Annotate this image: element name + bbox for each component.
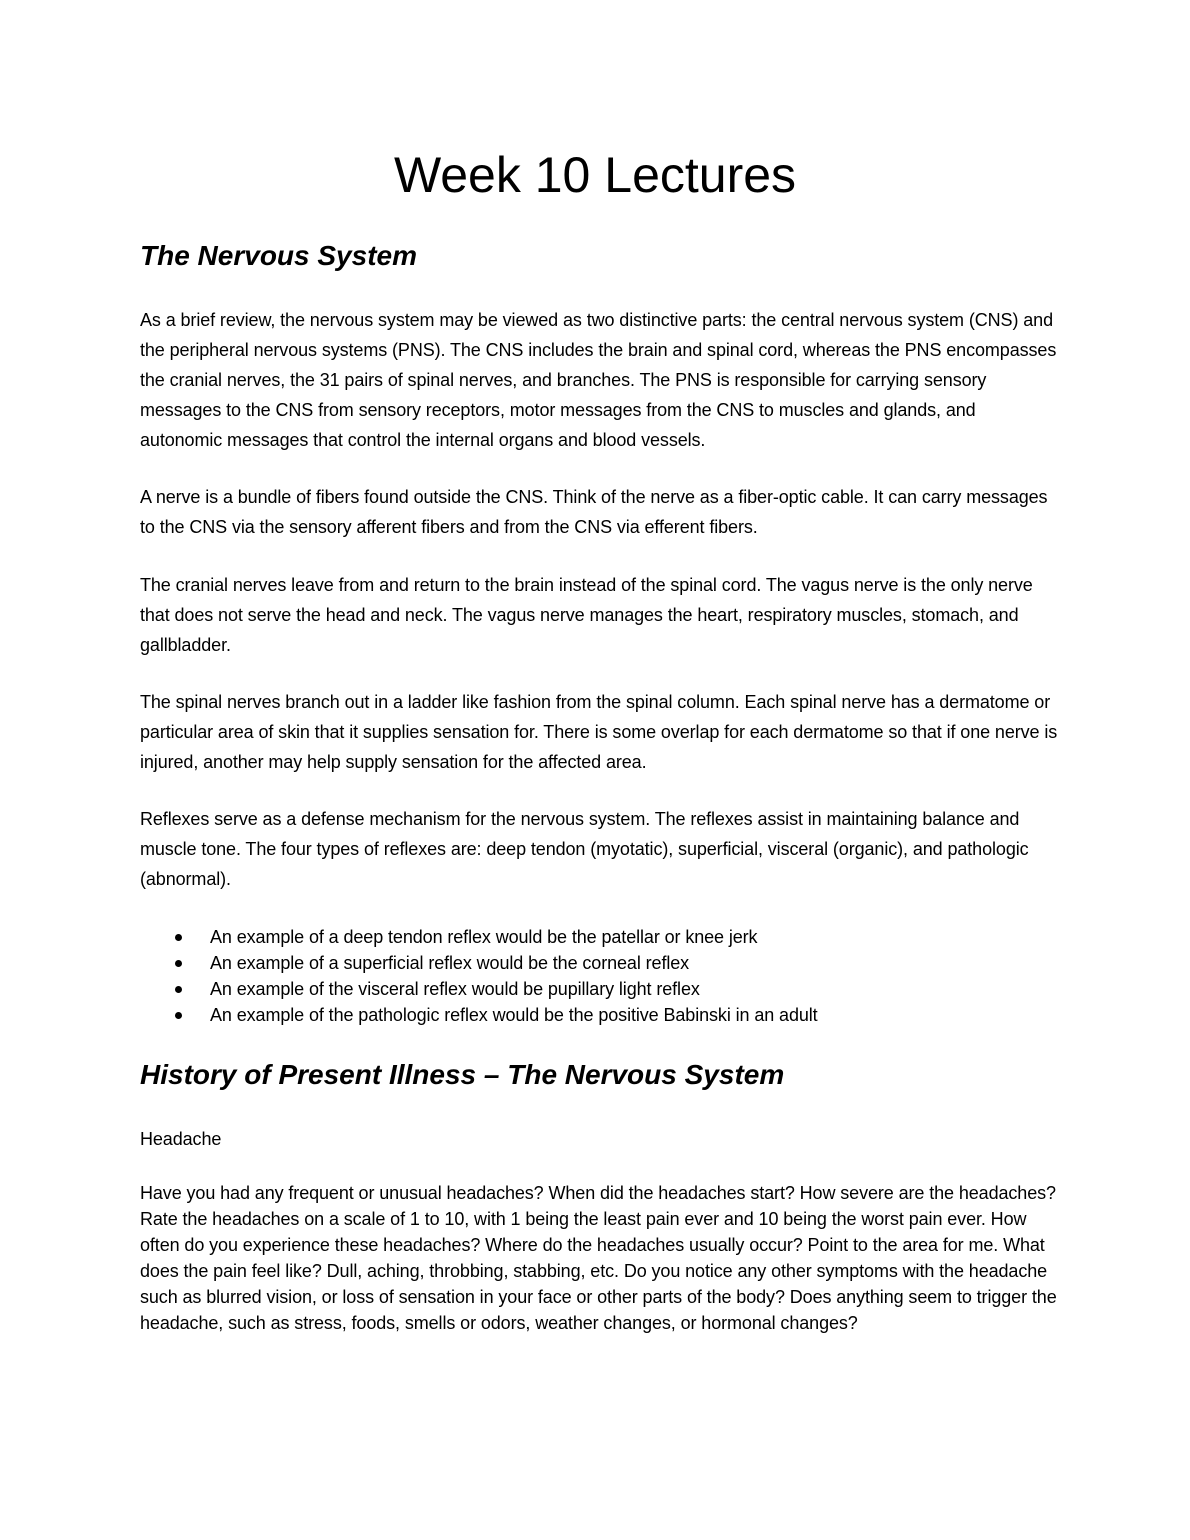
- list-item: [140, 924, 1060, 950]
- paragraph-nerve-definition: A nerve is a bundle of fibers found outside the CNS. Think of the nerve as a fiber-optic cable. It can carry messages to the CNS via the sensory afferent fibers and from the CNS via efferent fibers.: [140, 487, 1048, 537]
- paragraph-nervous-system-review: As a brief review, the nervous system may be viewed as two distinctive parts: the central nervous system (CNS) and the peripheral nervous systems (PNS). The CNS includes the brain and spinal cord, whereas the PNS encompasses the cranial nerves, the 31 pairs of spinal nerves, and branches. The PNS is responsible for carrying sensory messages to the CNS from sensory receptors, motor messages from the CNS to muscles and glands, and autonomic messages that control the internal organs and blood vessels.: [140, 310, 1057, 450]
- paragraph-reflexes: Reflexes serve as a defense mechanism for the nervous system. The reflexes assist in maintaining balance and muscle tone. The four types of reflexes are: deep tendon (myotatic), superficial, visceral (organic), and pathologic (abnormal).: [140, 809, 1029, 889]
- reflex-examples-list: [140, 924, 1060, 1028]
- section-heading-nervous-system: The Nervous System: [140, 240, 417, 271]
- paragraph-spinal-nerves: The spinal nerves branch out in a ladder like fashion from the spinal column. Each spinal nerve has a dermatome or particular area of skin that it supplies sensation for. There is some overlap for each dermatome so that if one nerve is injured, another may help supply sensation for the affected area.: [140, 692, 1058, 772]
- list-item: [140, 1002, 1060, 1028]
- paragraph-headache-questions: Have you had any frequent or unusual headaches? When did the headaches start? How severe are the headaches? Rate the headaches on a scale of 1 to 10, with 1 being the least pain ever and 10 being the worst pain ever. How often do you experience these headaches? Where do the headaches usually occur? Point to the area for me. What does the pain feel like? Dull, aching, throbbing, stabbing, etc. Do you notice any other symptoms with the headache such as blurred vision, or loss of sensation in your face or other parts of the body? Does anything seem to trigger the headache, such as stress, foods, smells or odors, weather changes, or hormonal changes?: [140, 1183, 1057, 1333]
- page-title: Week 10 Lectures: [393, 147, 797, 203]
- section-heading-history-present-illness: History of Present Illness – The Nervous System: [140, 1059, 785, 1090]
- bullet-icon: [175, 1012, 182, 1019]
- list-item-text: An example of the pathologic reflex would be the positive Babinski in an adult: [210, 1005, 818, 1025]
- list-item: [140, 976, 1060, 1002]
- paragraph-cranial-nerves: The cranial nerves leave from and return to the brain instead of the spinal cord. The vagus nerve is the only nerve that does not serve the head and neck. The vagus nerve manages the heart, respiratory muscles, stomach, and gallbladder.: [140, 575, 1033, 655]
- bullet-icon: [175, 986, 182, 993]
- bullet-icon: [175, 960, 182, 967]
- list-item-text: An example of the visceral reflex would be pupillary light reflex: [210, 979, 700, 999]
- bullet-icon: [175, 934, 182, 941]
- list-item-text: An example of a deep tendon reflex would be the patellar or knee jerk: [210, 927, 758, 947]
- list-item-text: An example of a superficial reflex would be the corneal reflex: [210, 953, 690, 973]
- subheading-headache: Headache: [140, 1129, 222, 1149]
- list-item: [140, 950, 1060, 976]
